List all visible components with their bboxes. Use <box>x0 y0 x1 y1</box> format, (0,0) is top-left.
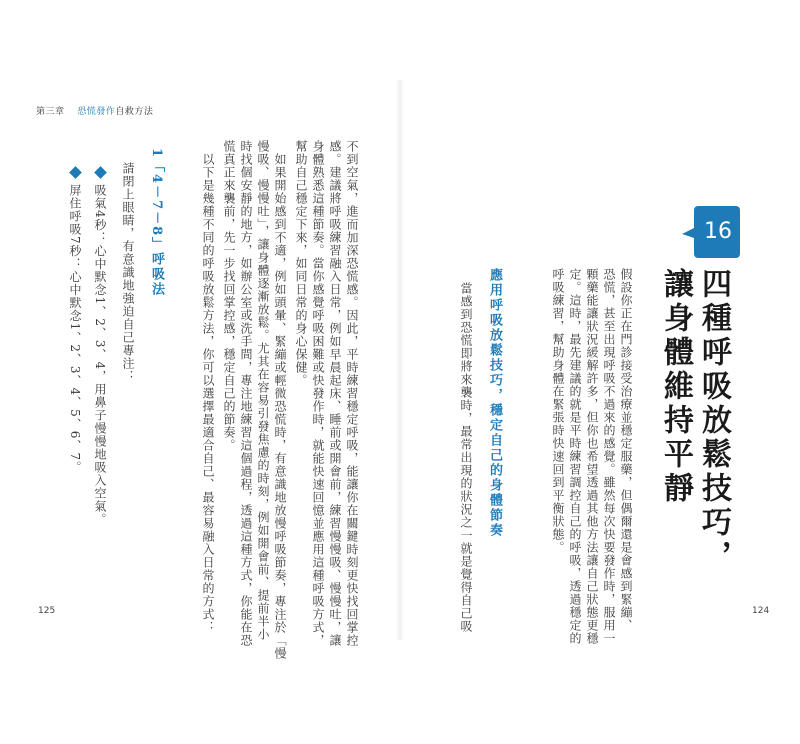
section-number-badge <box>678 204 742 260</box>
section-title-line-1: 四種呼吸放鬆技巧， <box>696 268 731 574</box>
running-head-topic: 恐慌發作 <box>77 107 116 117</box>
diamond-bullet-icon <box>94 166 107 179</box>
section-number: 16 <box>704 219 732 244</box>
page-number-left: 125 <box>38 606 56 616</box>
intro-line: 假設你正在門診接受治療並穩定服藥，但偶爾還是會感到緊繃、 <box>619 268 633 632</box>
body-line: 不到空氣，進而加深恐慌感。因此，平時練習穩定呼吸，能讓你在關鍵時刻更快找回掌控 <box>345 140 359 647</box>
section-title-line-2: 讓身體維持平靜 <box>658 268 693 506</box>
subheading: 應用呼吸放鬆技巧，穩定自己的身體節奏 <box>487 268 502 538</box>
running-head-rest: 自救方法 <box>115 107 154 117</box>
body-line: 慢吸、慢慢吐」，讓身體逐漸放鬆。尤其在容易引發焦慮的時刻，例如開會前、提前半小 <box>256 140 270 641</box>
sub-paragraph-line: 當感到恐慌即將來襲時，最常出現的狀況之一就是覺得自己吸 <box>459 282 473 633</box>
intro-line: 呼吸練習，幫助身體在緊張時快速回到平衡狀態。 <box>551 268 565 554</box>
method-title: 1「4－7－8」呼吸法 <box>149 148 164 298</box>
body-line: 如果開始感到不適，例如頭暈、緊繃或輕微恐慌時，有意識地放慢呼吸節奏，專注於「慢 <box>273 140 287 660</box>
body-line: 慌真正來襲前，先一步找回掌控感，穩定自己的節奏。 <box>222 140 236 452</box>
page-number-right: 124 <box>752 606 770 616</box>
step-item: 吸氣4秒：心中默念1、2、3、4，用鼻子慢慢地吸入空氣。 <box>93 184 107 527</box>
intro-line: 定。這時，最先建議的就是平時練習調控自己的呼吸，透過穩定的 <box>568 268 582 645</box>
step-item: 屏住呼吸7秒：心中默念1、2、3、4、5、6、7。 <box>68 184 82 475</box>
body-line: 感。建議將呼吸練習融入日常，例如早晨起床、睡前或開會前，練習慢慢吸、慢慢吐，讓 <box>328 140 342 647</box>
step-intro: 請閉上眼睛，有意識地強迫自己專注： <box>121 162 135 383</box>
diamond-bullet-icon <box>69 166 82 179</box>
body-line: 身體熟悉這種節奏。當你感覺呼吸困難或快發作時，就能快速回憶並應用這種呼吸方式， <box>311 140 325 647</box>
running-head <box>36 104 153 117</box>
body-line: 以下是幾種不同的呼吸放鬆方法，你可以選擇最適合自己、最容易融入日常的方式： <box>201 140 215 634</box>
body-line: 幫助自己穩定下來，如同日常的身心保健。 <box>294 140 308 387</box>
body-line: 時找個安靜的地方，如辦公室或洗手間，專注地練習這個過程，透過這種方式，你能在恐 <box>239 140 253 647</box>
intro-line: 顆藥能讓狀況緩解許多，但你也希望透過其他方法讓自己狀態更穩 <box>585 268 599 645</box>
running-head-chapter: 第三章 <box>36 107 65 117</box>
intro-line: 恐慌，甚至出現呼吸不過來的感覺。雖然每次快要發作時，服用一 <box>602 268 616 645</box>
